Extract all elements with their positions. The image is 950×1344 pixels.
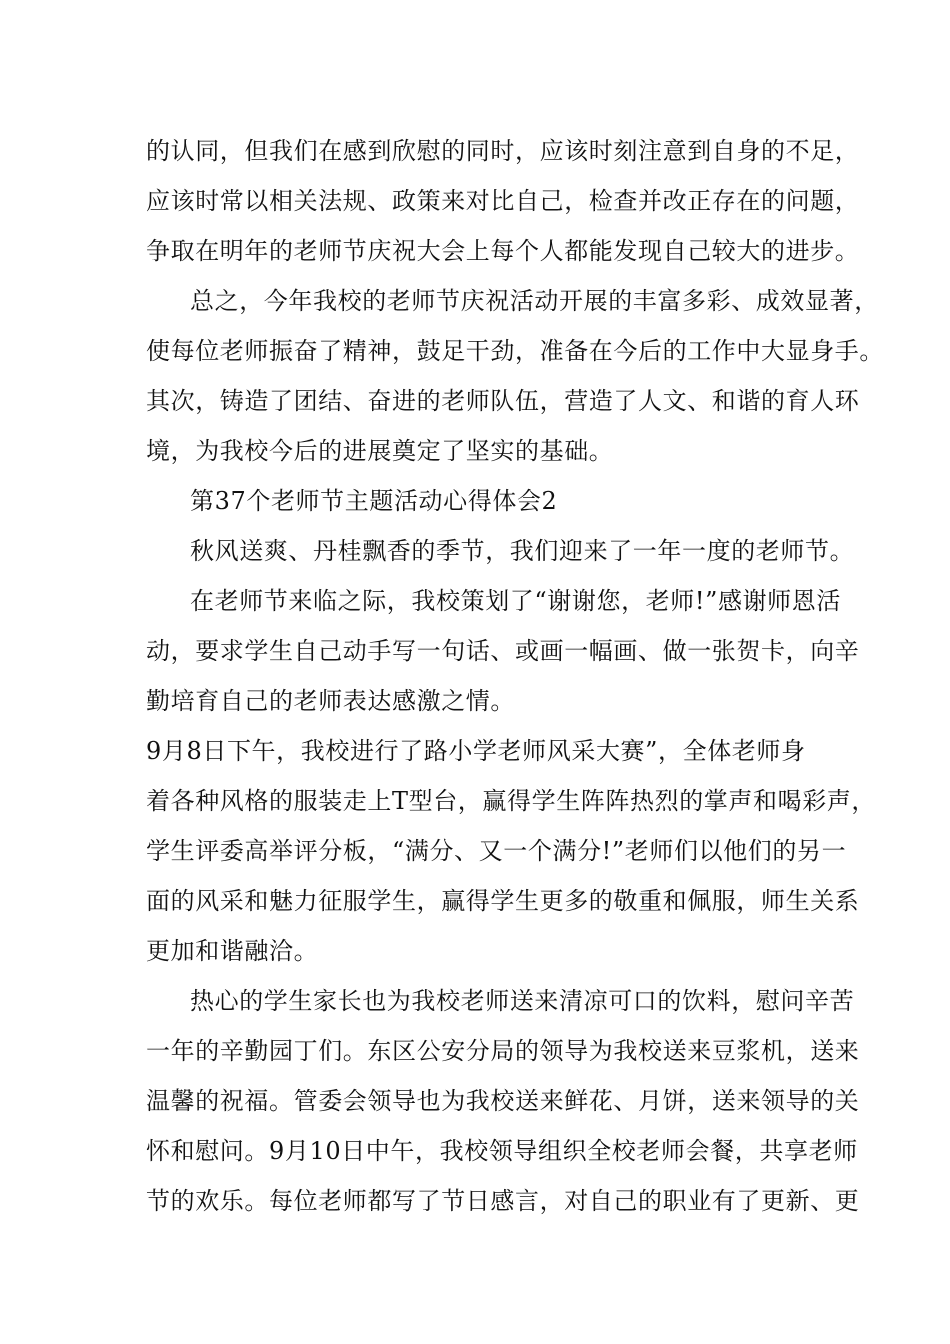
text-line: 怀和慰问。9月10日中午，我校领导组织全校老师会餐，共享老师 bbox=[146, 1137, 858, 1165]
text-line: 境，为我校今后的进展奠定了坚实的基础。 bbox=[146, 437, 614, 465]
text-line: 一年的辛勤园丁们。东区公安分局的领导为我校送来豆浆机，送来 bbox=[146, 1037, 860, 1065]
text-line: 温馨的祝福。管委会领导也为我校送来鲜花、月饼，送来领导的关 bbox=[146, 1087, 860, 1115]
text-line: 的认同，但我们在感到欣慰的同时，应该时刻注意到自身的不足， bbox=[146, 137, 860, 165]
text-line: 应该时常以相关法规、政策来对比自己，检查并改正存在的问题， bbox=[146, 187, 860, 215]
section-heading: 第37个老师节主题活动心得体会2 bbox=[190, 487, 558, 515]
paragraph-start-line: 热心的学生家长也为我校老师送来清凉可口的饮料，慰问辛苦 bbox=[190, 987, 855, 1015]
text-line: 节的欢乐。每位老师都写了节日感言，对自己的职业有了更新、更 bbox=[146, 1187, 860, 1215]
text-line: 面的风采和魅力征服学生，赢得学生更多的敬重和佩服，师生关系 bbox=[146, 887, 860, 915]
paragraph-start-line: 总之，今年我校的老师节庆祝活动开展的丰富多彩、成效显著， bbox=[190, 287, 879, 315]
text-line: 更加和谐融洽。 bbox=[146, 937, 319, 965]
paragraph-start-line: 秋风送爽、丹桂飘香的季节，我们迎来了一年一度的老师节。 bbox=[190, 537, 855, 565]
paragraph-start-line: 在老师节来临之际，我校策划了“谢谢您，老师!”感谢师恩活 bbox=[190, 587, 841, 615]
text-line: 动，要求学生自己动手写一句话、或画一幅画、做一张贺卡，向辛 bbox=[146, 637, 860, 665]
text-line: 学生评委高举评分板，“满分、又一个满分!”老师们以他们的另一 bbox=[146, 837, 847, 865]
text-line: 勤培育自己的老师表达感激之情。 bbox=[146, 687, 515, 715]
text-line: 争取在明年的老师节庆祝大会上每个人都能发现自己较大的进步。 bbox=[146, 237, 860, 265]
text-line: 其次，铸造了团结、奋进的老师队伍，营造了人文、和谐的育人环 bbox=[146, 387, 860, 415]
text-line: 使每位老师振奋了精神，鼓足干劲，准备在今后的工作中大显身手。 bbox=[146, 337, 884, 365]
paragraph-start-line: 9月8日下午，我校进行了路小学老师风采大赛”，全体老师身 bbox=[146, 737, 806, 765]
text-line: 着各种风格的服装走上T型台，赢得学生阵阵热烈的掌声和喝彩声， bbox=[146, 787, 877, 815]
